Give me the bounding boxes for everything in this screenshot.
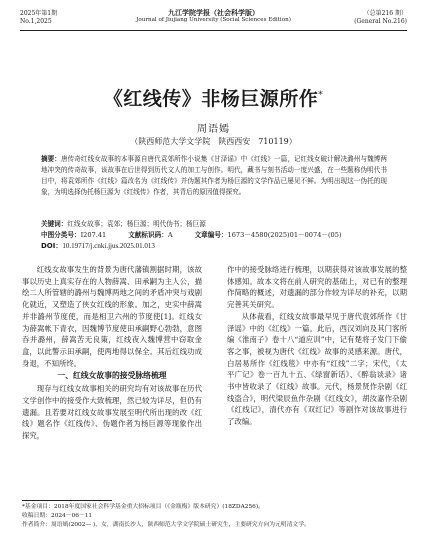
footnote-fund — [22, 503, 407, 512]
body-paragraph: 现存与红线女故事相关的研究均有对该故事在历代文学创作中的接受作大致梳理，然已较为详尽，但仍有遗漏。且若要对红线女故事发展至明代所出现的改《红线》题名作《红线传》、伪题作者为杨巨源等现象作出探究， — [22, 384, 202, 441]
abstract-text: 唐传奇红线女故事的本事源自唐代袁郊所作小说集《甘泽谣》中《红线》一篇，记红线女破计解决潞州与魏博两地冲突的传奇故事，该故事在后世得到历代文人的加工与创作。明代，藏书与刻书活动一度兴盛，在一些题称伪明代书目中，将袁郊所作《红线》篇改名为《红线传》并伪题其作者为杨巨源的文学作品已屡见不鲜。为明出现这一伪托的现象，为明选择伪托杨巨源为《红线传》作者，其背后的原因值得探究。 — [41, 155, 388, 196]
title-footnote-mark: * — [318, 90, 324, 101]
abstract — [41, 154, 387, 198]
doi-label: DOI： — [41, 242, 63, 250]
article-id-value: 1673－4580(2025)01－0074－(05) — [227, 231, 342, 239]
author-name: 周语嫣 — [197, 124, 230, 135]
keywords-text: 红线女故事；袁郊；杨巨源；明代伪书；杨巨源 — [67, 220, 206, 228]
clc-value: I207.41 — [80, 231, 107, 239]
journal-name-en: Journal of Jiujiang University (Social Sciences Edition) — [136, 17, 291, 23]
footnote-rule — [22, 500, 112, 501]
doi-value: 10.19717/j.cnki.jjus.2025.01.013 — [62, 242, 155, 250]
section-heading: 一、红线女故事的接受脉络梳理 — [57, 371, 167, 381]
received-date: 2024－06－11 — [51, 513, 93, 519]
keywords — [41, 219, 387, 230]
body-paragraph: 红线女故事发生的背景为唐代藩镇割据时期，该故事以历史上真实存在的人物薛嵩、田承嗣为主人公，描绘二人所管辖的潞州与魏博两地之间的矛盾冲突与戏剧化就近，又塑造了侠女红线的形象。加之，史实中薛嵩并非潞州节度使，而是相卫六州的节度使[1]。红线女为薛嵩帐下青衣，因魏博节度使田承嗣野心勃勃，意图吞并潞州，薛嵩苦无良策，红线夜入魏博营中窃取金盒，以此警示田承嗣，使两地得以保全。其后红线功成身退，不知所终。 — [22, 265, 202, 368]
doc-code-value: A — [167, 231, 173, 239]
body-column-right — [227, 264, 407, 428]
total-cn: （总第216 期） — [363, 10, 407, 17]
author-affiliation: （陕西师范大学文学院 陕西西安 710119） — [130, 137, 297, 146]
total-en: (General No.216) — [354, 18, 407, 25]
journal-name — [80, 8, 347, 24]
keywords-label: 关键词： — [41, 220, 68, 228]
fund-label: *基金项目： — [22, 504, 54, 510]
paper-title — [0, 84, 427, 111]
abstract-label: 摘要： — [41, 155, 61, 163]
author-bio-label: 作者简介： — [22, 522, 51, 528]
received-label: 收稿日期： — [22, 513, 51, 519]
body-paragraph: 从体裁看，红线女故事最早见于唐代袁郊所作《甘泽谣》中的《红线》一篇。此后，西汉刘向及其门客所编《淮南子》卷十八“道应训”中，记有楚将子发门下偷客之事，被视为唐代《红线》故事的灵感来源。唐代，白居易所作《红线毯》中亦有“红线”二字；宋代，《太平广记》卷一百九十五、《绿窗新话》、《醉翁谈录》诸书中皆收录了《红线》故事。元代，杨景贤作杂剧《红线盗合》，明代梁辰鱼作杂剧《红线女》，胡汝嘉作杂剧《红线记》，清代亦有《双红记》等剧作对该故事进行了改编。 — [227, 311, 407, 427]
paper-title-text: 《红线传》非杨巨源所作 — [103, 88, 319, 110]
body-column-left — [22, 264, 202, 442]
body-paragraph: 作中的接受脉络进行梳理，以期获得对该故事发展的整体感知。故本文将在前人研究的基础上，对已有的整理作简略的概述，对遗漏的部分作较为详尽的补充，以期完善其关研究。 — [227, 265, 407, 310]
header-rule — [20, 30, 407, 31]
general-number — [354, 10, 407, 26]
fund-text: 2018年度国家社会科学基金重大招标项目（《金瓶梅》版本研究）(18ZDA256)。 — [53, 504, 264, 510]
doi — [41, 241, 155, 252]
clc-label: 中图分类号： — [41, 231, 81, 239]
footnote-author — [22, 521, 407, 530]
doc-code-label: 文献标识码： — [128, 231, 168, 239]
journal-name-cn: 九江学院学报（社会科学版） — [168, 8, 259, 17]
author-bio: 周语嫣(2002— )，女，湖南长沙人，陕西师范大学文学院硕士研究生，主要研究方向为元明清文学。 — [51, 522, 310, 528]
classification-line — [41, 230, 387, 241]
footnote-received — [22, 512, 407, 521]
issue-no: No.1,2025 — [20, 18, 52, 25]
issue-cn: 2025年第1期 — [20, 10, 58, 17]
issue-info — [20, 10, 57, 26]
article-id-label: 文章编号： — [194, 231, 228, 239]
